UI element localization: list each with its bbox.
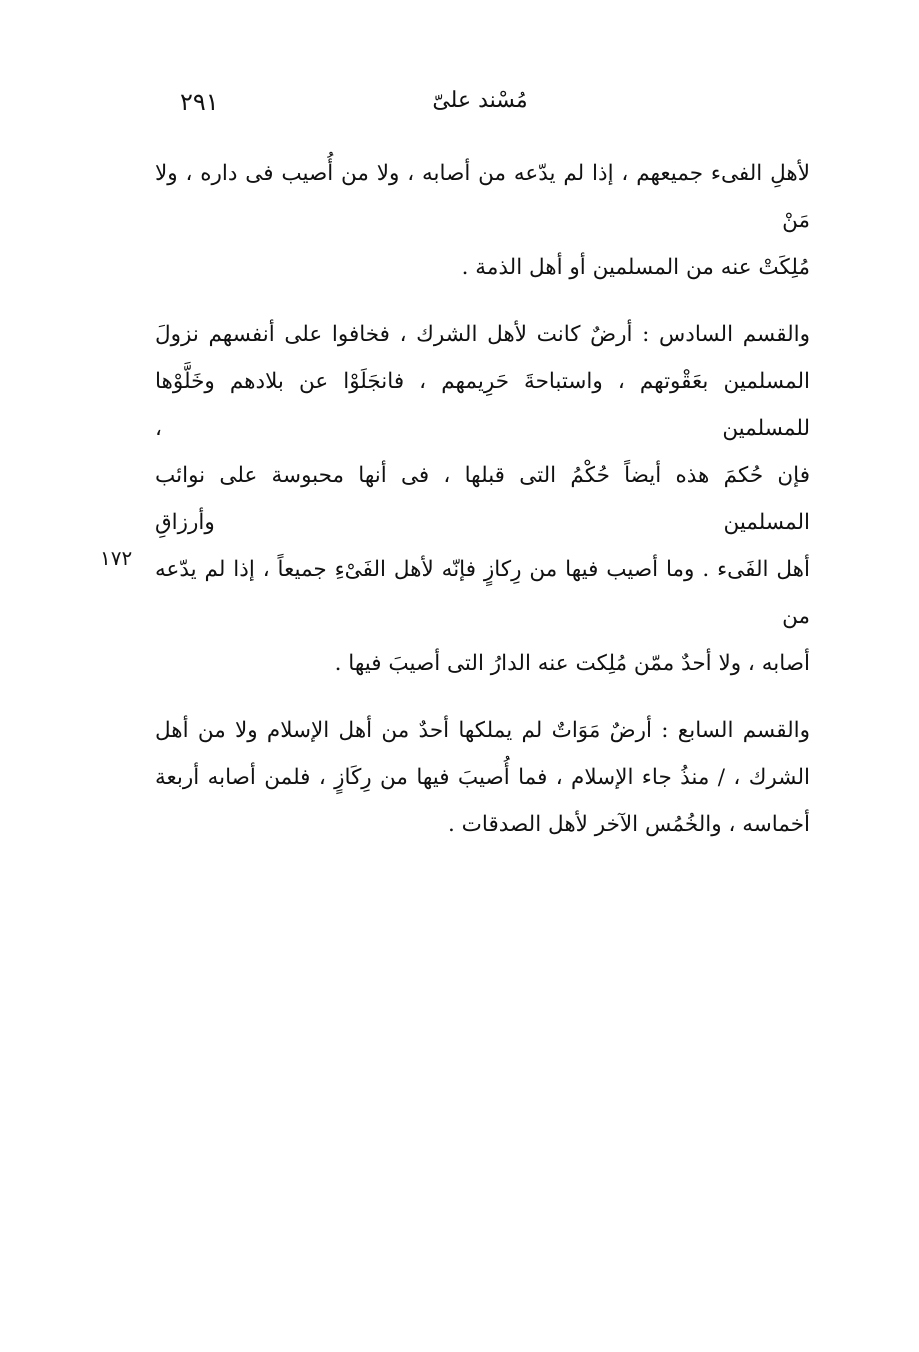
text-line: المسلمين بعَقْوتهم ، واستباحةَ حَرِيمهم ، فانجَلَوْا عن بلادهم وخَلَّوْها للمسلمين ، bbox=[155, 369, 810, 441]
body-text bbox=[155, 150, 810, 868]
paragraph-2 bbox=[155, 311, 810, 687]
text-line: أخماسه ، والخُمُس الآخر لأهل الصدقات . bbox=[448, 812, 810, 837]
text-line: مُلِكَتْ عنه من المسلمين أو أهل الذمة . bbox=[461, 255, 810, 280]
paragraph-3 bbox=[155, 707, 810, 848]
text-line: والقسم السادس : أرضٌ كانت لأهل الشرك ، فخافوا على أنفسهم نزولَ bbox=[155, 322, 810, 347]
text-line: فإن حُكمَ هذه أيضاً حُكْمُ التى قبلها ، فى أنها محبوسة على نوائب المسلمين وأرزاقِ bbox=[155, 463, 810, 535]
text-line: الشرك ، / منذُ جاء الإسلام ، فما أُصيبَ فيها من رِكَازٍ ، فلمن أصابه أربعة bbox=[155, 765, 810, 790]
page-number: ٢٩١ bbox=[180, 88, 219, 116]
text-line: أهل الفَىء . وما أصيب فيها من رِكازٍ فإنّه لأهل الفَىْءِ جميعاً ، إذا لم يدّعه من bbox=[155, 557, 810, 629]
margin-page-reference: ١٧٢ bbox=[100, 546, 133, 570]
paragraph-1 bbox=[155, 150, 810, 291]
text-line: والقسم السابع : أرضٌ مَوَاتٌ لم يملكها أحدٌ من أهل الإسلام ولا من أهل bbox=[155, 718, 810, 743]
running-title: مُسْند علىّ bbox=[432, 88, 528, 113]
text-line: لأهلِ الفىء جميعهم ، إذا لم يدّعه من أصابه ، ولا من أُصيب فى داره ، ولا مَنْ bbox=[155, 161, 810, 233]
text-line: أصابه ، ولا أحدٌ ممّن مُلِكت عنه الدارُ التى أصيبَ فيها . bbox=[334, 651, 810, 676]
page-header bbox=[150, 88, 810, 128]
